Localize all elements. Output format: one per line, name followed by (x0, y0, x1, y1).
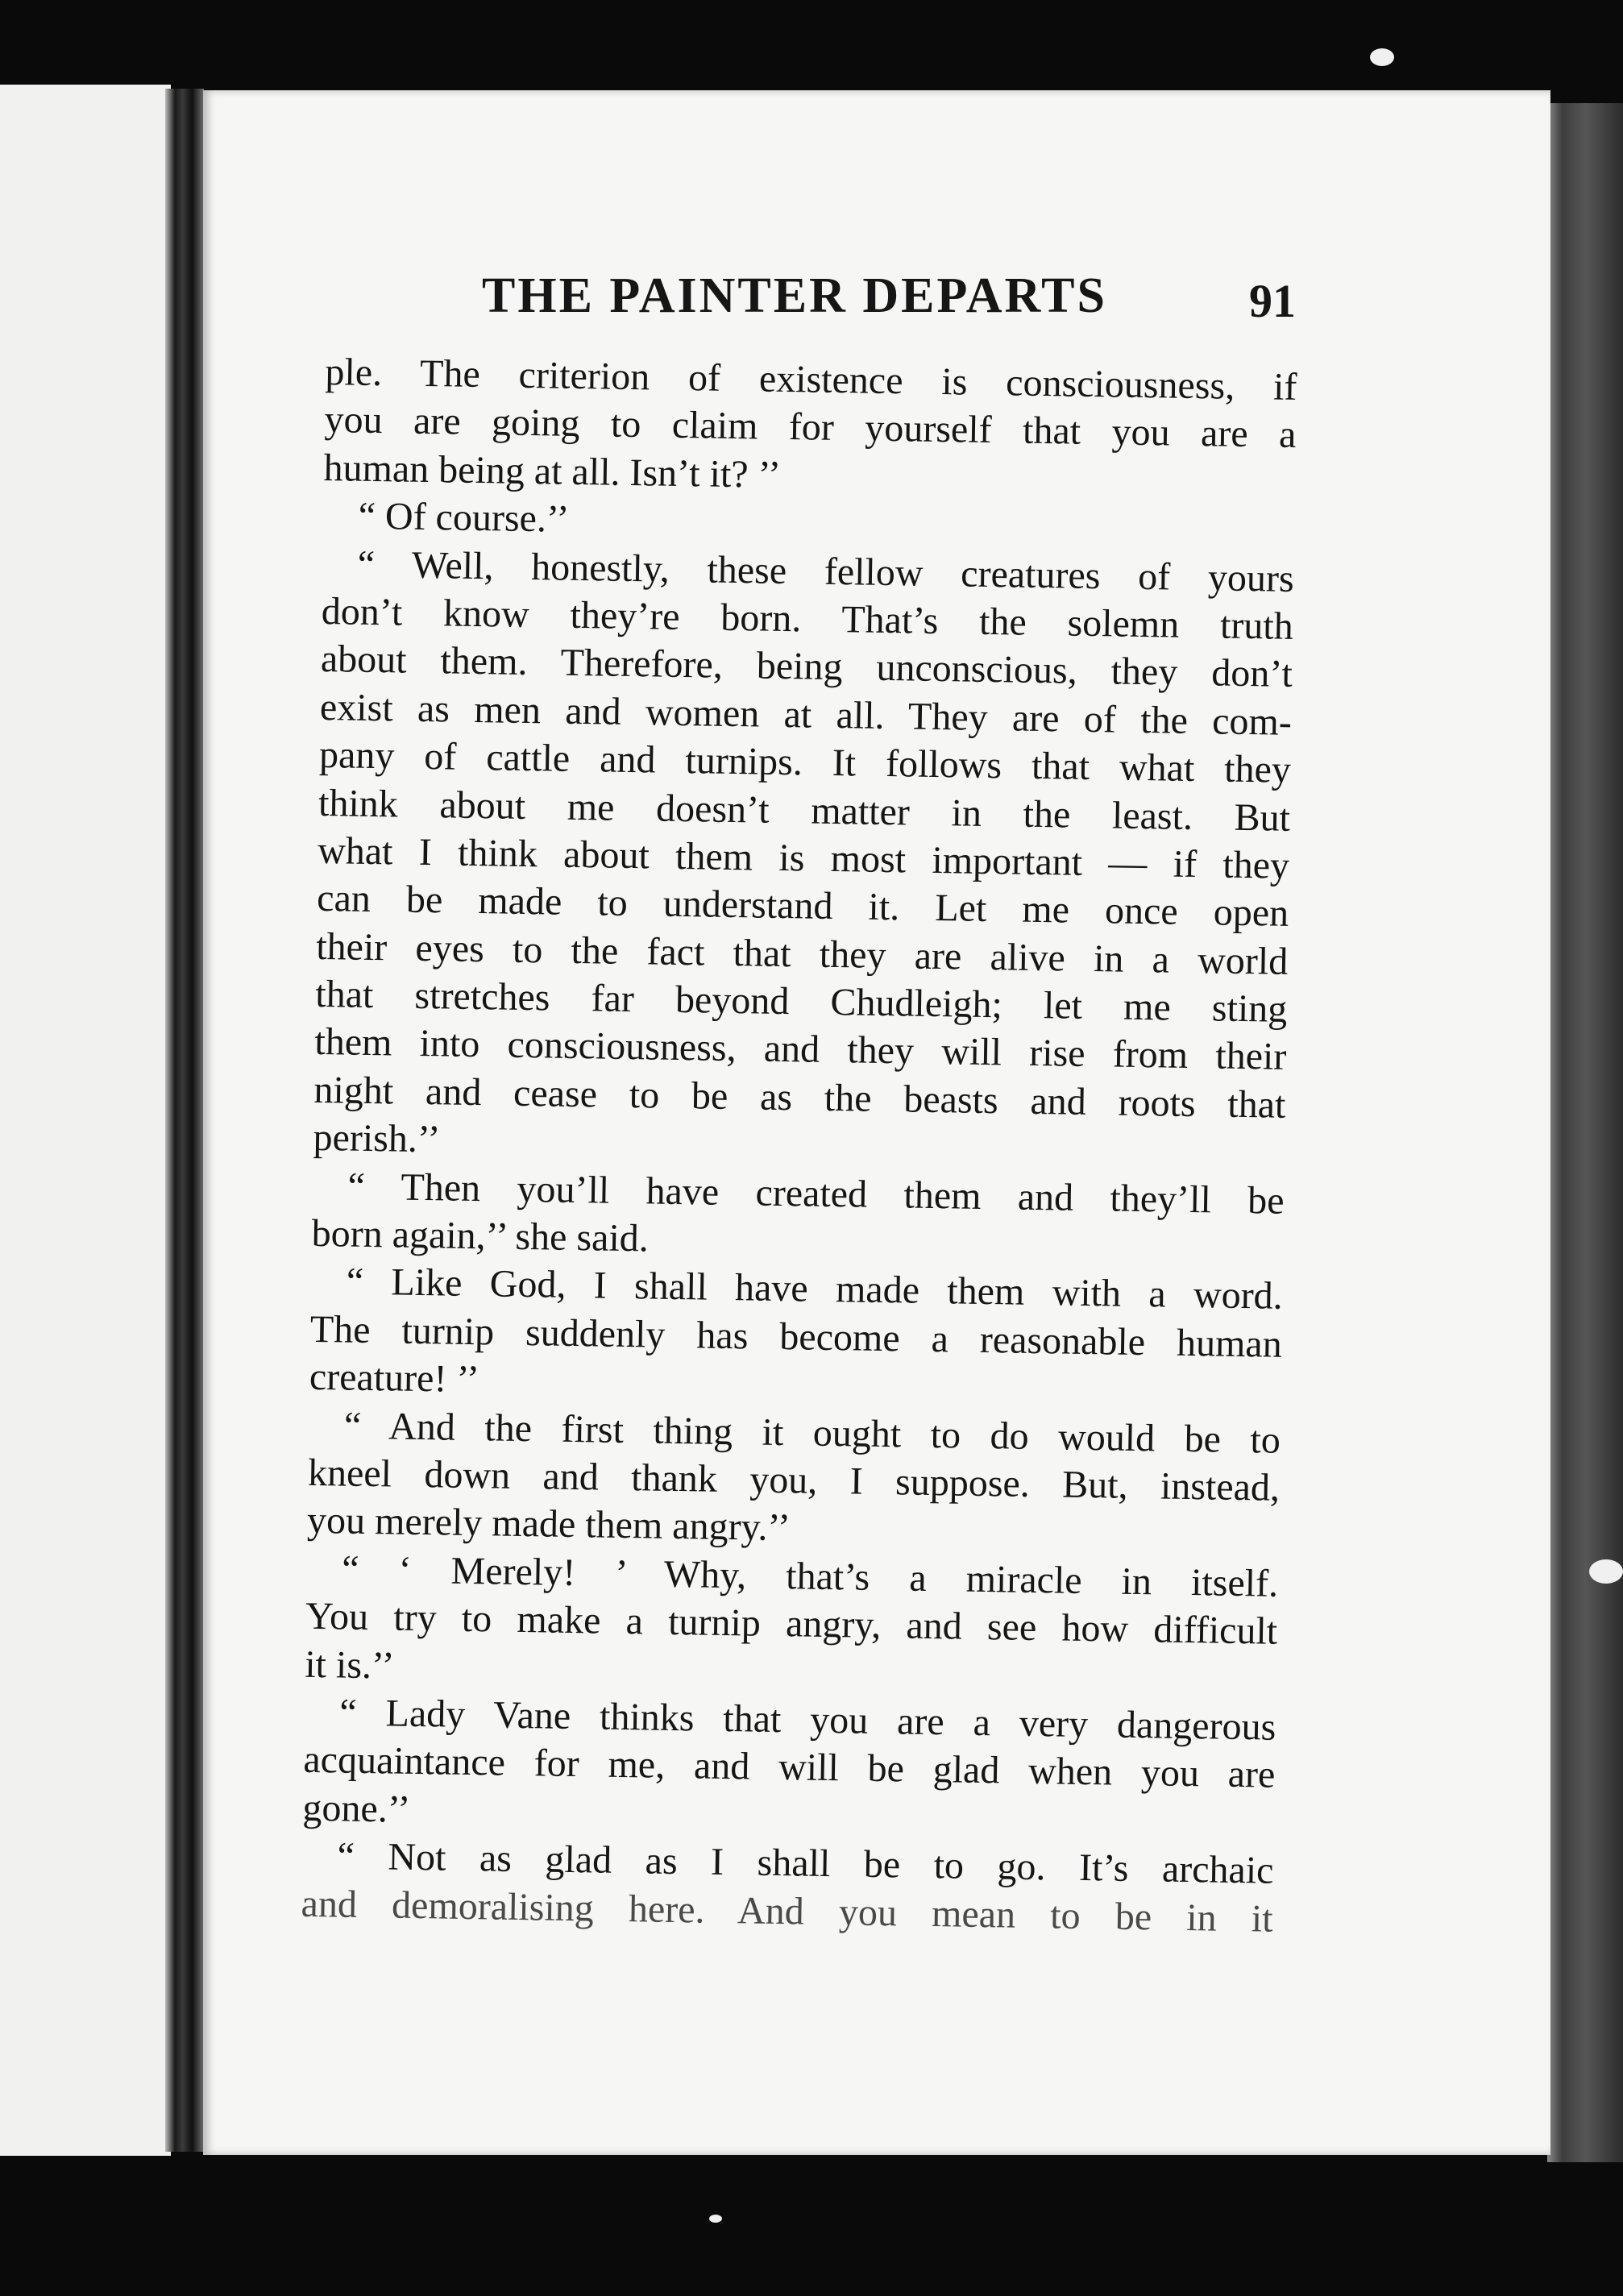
text-line: exist as men and women at all. They are of the com- (319, 685, 1293, 744)
text-line: “ Lady Vane thinks that you are a very dangerous (338, 1691, 1276, 1749)
text-line: “ ‘ Merely! ’ Why, that’s a miracle in itself. (341, 1547, 1279, 1605)
dust-speck (709, 2215, 722, 2223)
text-line: their eyes to the fact that they are alive in a world (315, 924, 1289, 983)
dust-speck (1370, 48, 1394, 66)
facing-page-edge (0, 85, 171, 2156)
dust-speck (1589, 1559, 1623, 1584)
page-number: 91 (1249, 275, 1296, 327)
text-line: You try to make a turnip angry, and see how difficult (305, 1594, 1278, 1653)
text-line: creature! ’’ (309, 1356, 480, 1401)
text-line: “ Well, honestly, these fellow creatures of yours (357, 542, 1295, 600)
text-line: acquaintance for me, and will be glad when you are (303, 1738, 1276, 1797)
text-line: it is.’’ (304, 1642, 395, 1688)
text-line: “ And the first thing it ought to do would be to (343, 1404, 1281, 1462)
text-line: human being at all. Isn’t it? ’’ (323, 446, 782, 496)
text-line: don’t know they’re born. That’s the solemn truth (321, 589, 1294, 648)
text-line: and demoralising here. And you mean to be in it (301, 1882, 1273, 1941)
text-line: “ Not as glad as I shall be to go. It’s archaic (337, 1834, 1274, 1892)
text-line: The turnip suddenly has become a reasonable human (309, 1307, 1283, 1366)
text-line: perish.’’ (313, 1116, 441, 1161)
running-head (482, 177, 1296, 327)
text-line: “ Of course.’’ (358, 494, 570, 541)
text-line: kneel down and thank you, I suppose. But, instead, (307, 1451, 1281, 1509)
book-gutter (165, 89, 204, 2152)
text-line: them into consciousness, and they will rise from their (314, 1020, 1287, 1079)
body-text (301, 348, 1297, 1943)
text-line: night and cease to be as the beasts and roots that (313, 1068, 1286, 1127)
book-cover-edge (1547, 103, 1623, 2162)
text-line: gone.’’ (302, 1786, 411, 1831)
text-line: ple. The criterion of existence is consciousness, if (325, 350, 1297, 409)
text-line: pany of cattle and turnips. It follows that what they (318, 733, 1292, 792)
text-line: born again,’’ she said. (311, 1211, 650, 1260)
running-title: THE PAINTER DEPARTS (482, 268, 1107, 323)
text-line: “ Like God, I shall have made them with a word. (346, 1260, 1284, 1318)
text-line: about them. Therefore, being unconscious, they don’t (320, 637, 1293, 696)
text-line: you merely made them angry.’’ (306, 1499, 791, 1550)
text-line: can be made to understand it. Let me once open (316, 877, 1289, 936)
text-line: think about me doesn’t matter in the least. But (318, 781, 1291, 840)
text-line: what I think about them is most important — if they (317, 828, 1290, 887)
text-line: you are going to claim for yourself that you are a (324, 398, 1297, 457)
text-line: “ Then you’ll have created them and they’ll be (347, 1165, 1285, 1223)
text-line: that stretches far beyond Chudleigh; let me sting (314, 972, 1288, 1031)
